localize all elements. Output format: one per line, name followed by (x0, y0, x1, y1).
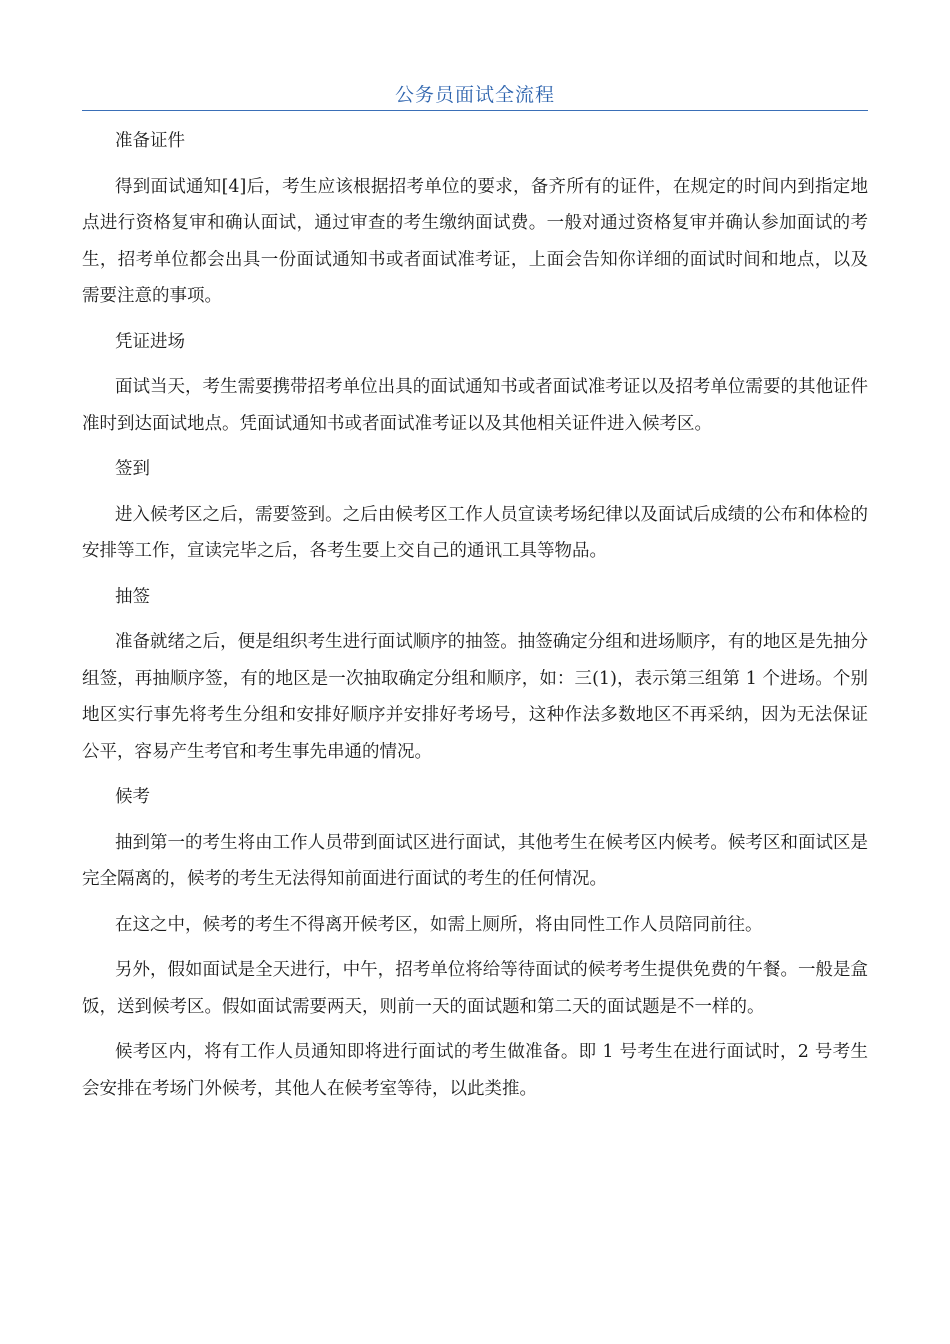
paragraph: 面试当天，考生需要携带招考单位出具的面试通知书或者面试准考证以及招考单位需要的其他证件准时到达面试地点。凭面试通知书或者面试准考证以及其他相关证件进入候考区。 (82, 377, 868, 434)
paragraph: 准备就绪之后，便是组织考生进行面试顺序的抽签。抽签确定分组和进场顺序，有的地区是先抽分组签，再抽顺序签，有的地区是一次抽取确定分组和顺序，如：三(1)，表示第三组第 1 个进场。个别地区实行事先将考生分组和安排好顺序并安排好考场号，这种作法多数地区不再采纳，因为无法保证公平，容易产生考官和考生事先串通的情况。 (82, 632, 868, 762)
section-heading-prepare-documents: 准备证件 (115, 131, 185, 151)
paragraph: 候考区内，将有工作人员通知即将进行面试的考生做准备。即 1 号考生在进行面试时，2 号考生会安排在考场门外候考，其他人在候考室等待，以此类推。 (82, 1042, 868, 1099)
paragraph: 进入候考区之后，需要签到。之后由候考区工作人员宣读考场纪律以及面试后成绩的公布和体检的安排等工作，宣读完毕之后，各考生要上交自己的通讯工具等物品。 (82, 504, 868, 561)
header-title: 公务员面试全流程 (394, 84, 555, 106)
section-heading-draw-lots: 抽签 (115, 586, 150, 607)
paragraph: 抽到第一的考生将由工作人员带到面试区进行面试，其他考生在候考区内候考。候考区和面试区是完全隔离的，候考的考生无法得知前面进行面试的考生的任何情况。 (82, 832, 868, 889)
page-header (82, 80, 868, 111)
section-heading-sign-in: 签到 (115, 459, 150, 479)
section-heading-enter-with-pass: 凭证进场 (115, 331, 185, 352)
paragraph: 在这之中，候考的考生不得离开候考区，如需上厕所，将由同性工作人员陪同前往。 (115, 914, 763, 935)
section-heading-waiting: 候考 (115, 787, 150, 807)
document-body (82, 123, 868, 1116)
paragraph: 另外，假如面试是全天进行，中午，招考单位将给等待面试的候考考生提供免费的午餐。一般是盒饭，送到候考区。假如面试需要两天，则前一天的面试题和第二天的面试题是不一样的。 (82, 960, 868, 1017)
paragraph: 得到面试通知[4]后，考生应该根据招考单位的要求，备齐所有的证件，在规定的时间内到指定地点进行资格复审和确认面试，通过审查的考生缴纳面试费。一般对通过资格复审并确认参加面试的考生，招考单位都会出具一份面试通知书或者面试准考证，上面会告知你详细的面试时间和地点，以及需要注意的事项。 (82, 176, 868, 306)
